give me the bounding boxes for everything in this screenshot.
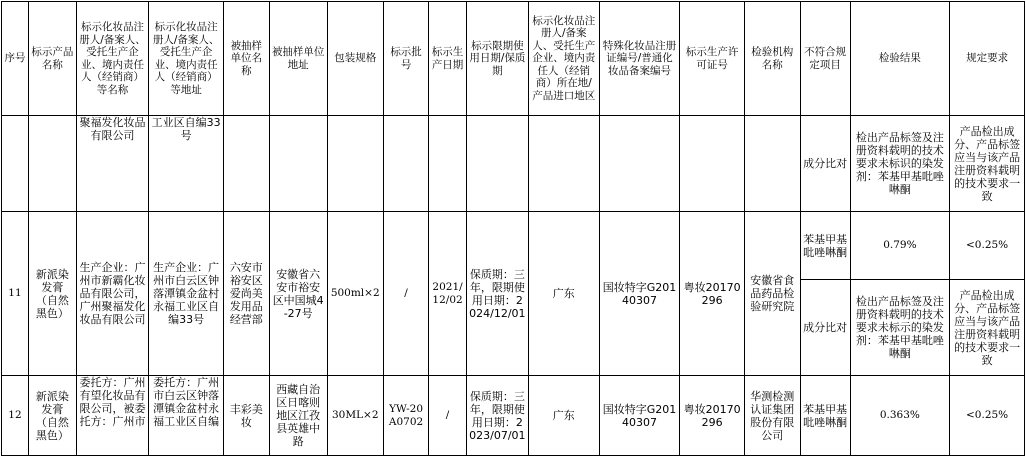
production-date-cell: / bbox=[429, 376, 466, 456]
requirement-cell: <0.25% bbox=[950, 212, 1025, 280]
spec-cell: 30ML×2 bbox=[327, 376, 383, 456]
sampled-address-cell: 安徽省六安市裕安区中国城4-27号 bbox=[269, 212, 327, 376]
header-cell: 标示化妆品注册人/备案人、受托生产企业、境内责任人（经销商）所在地/产品进口地区 bbox=[528, 2, 599, 116]
header-cell: 不符合规定项目 bbox=[800, 2, 850, 116]
inspection-results-table bbox=[1, 1, 1025, 456]
header-cell: 标示化妆品注册人/备案人、受托生产企业、境内责任人（经销商）等地址 bbox=[149, 2, 224, 116]
expiry-cell: 保质期：三年，限期使用日期：2023/07/01 bbox=[466, 376, 528, 456]
header-cell: 特殊化妆品注册证编号/普通化妆品备案编号 bbox=[599, 2, 680, 116]
row-no-cell: 12 bbox=[2, 376, 29, 456]
table-row-12 bbox=[2, 376, 1025, 456]
company-address-cell: 生产企业：广州市白云区钟落潭镇金盆村永福工业区自编33号 bbox=[149, 212, 224, 376]
header-cell: 标示生产许可证号 bbox=[680, 2, 744, 116]
batch-cell: YW-20A0702 bbox=[383, 376, 429, 456]
batch-cell: / bbox=[383, 212, 429, 376]
failed-item-cell: 苯基甲基吡唑啉酮 bbox=[800, 376, 850, 456]
license-cell: 粤妆20170296 bbox=[680, 376, 744, 456]
batch-cell bbox=[383, 116, 429, 212]
result-cell: 0.79% bbox=[850, 212, 950, 280]
result-cell: 0.363% bbox=[850, 376, 950, 456]
company-name-cell: 生产企业：广州市新霸化妆品有限公司，广州聚福发化妆品有限公司 bbox=[76, 212, 149, 376]
row-no-cell bbox=[2, 116, 29, 212]
requirement-cell: <0.25% bbox=[950, 376, 1025, 456]
region-cell: 广东 bbox=[528, 376, 599, 456]
company-address-cell: 委托方：广州市白云区钟落潭镇金盆村永福工业区自编 bbox=[149, 376, 224, 456]
header-cell: 检验机构名称 bbox=[744, 2, 800, 116]
row-no-cell: 11 bbox=[2, 212, 29, 376]
header-cell: 标示限期使用日期/保质期 bbox=[466, 2, 528, 116]
institution-cell: 华测检测认证集团股份有限公司 bbox=[744, 376, 800, 456]
company-name-cell: 聚福发化妆品有限公司 bbox=[76, 116, 149, 212]
license-cell: 粤妆20170296 bbox=[680, 212, 744, 376]
spec-cell bbox=[327, 116, 383, 212]
expiry-cell: 保质期：三年，限期使用日期：2024/12/01 bbox=[466, 212, 528, 376]
header-cell: 标示批号 bbox=[383, 2, 429, 116]
sampled-unit-cell: 六安市裕安区爱尚美发用品经营部 bbox=[224, 212, 270, 376]
registration-no-cell bbox=[599, 116, 680, 212]
sampled-address-cell: 西藏自治区日喀则地区江孜县英雄中路 bbox=[269, 376, 327, 456]
failed-item-cell: 成分比对 bbox=[800, 116, 850, 212]
result-cell: 检出产品标签及注册资料载明的技术要求未标识的染发剂：苯基甲基吡唑啉酮 bbox=[850, 116, 950, 212]
header-cell: 检验结果 bbox=[850, 2, 950, 116]
header-cell: 标示生产日期 bbox=[429, 2, 466, 116]
registration-no-cell: 国妆特字G20140307 bbox=[599, 212, 680, 376]
header-cell: 标示化妆品注册人/备案人、受托生产企业、境内责任人（经销商）等名称 bbox=[76, 2, 149, 116]
license-cell bbox=[680, 116, 744, 212]
requirement-cell: 产品检出成分、产品标签应当与该产品注册资料载明的技术要求一致 bbox=[950, 116, 1025, 212]
production-date-cell: 2021/12/02 bbox=[429, 212, 466, 376]
failed-item-cell: 成分比对 bbox=[800, 280, 850, 376]
company-name-cell: 委托方：广州有望化妆品有限公司，被委托方：广州市 bbox=[76, 376, 149, 456]
expiry-cell bbox=[466, 116, 528, 212]
institution-cell: 安徽省食品药品检验研究院 bbox=[744, 212, 800, 376]
failed-item-cell: 苯基甲基吡唑啉酮 bbox=[800, 212, 850, 280]
registration-no-cell: 国妆特字G20140307 bbox=[599, 376, 680, 456]
header-cell: 序号 bbox=[2, 2, 29, 116]
table-row-continued bbox=[2, 116, 1025, 212]
production-date-cell bbox=[429, 116, 466, 212]
sampled-unit-cell: 丰彩美妆 bbox=[224, 376, 270, 456]
header-cell: 规定要求 bbox=[950, 2, 1025, 116]
header-row bbox=[2, 2, 1025, 116]
sampled-unit-cell bbox=[224, 116, 270, 212]
sampled-address-cell bbox=[269, 116, 327, 212]
region-cell: 广东 bbox=[528, 212, 599, 376]
product-name-cell bbox=[28, 116, 76, 212]
header-cell: 被抽样单位地址 bbox=[269, 2, 327, 116]
product-name-cell: 新派染发膏（自然黑色） bbox=[28, 376, 76, 456]
header-cell: 包装规格 bbox=[327, 2, 383, 116]
spec-cell: 500ml×2 bbox=[327, 212, 383, 376]
header-cell: 被抽样单位名称 bbox=[224, 2, 270, 116]
product-name-cell: 新派染发膏（自然黑色） bbox=[28, 212, 76, 376]
header-cell: 标示产品名称 bbox=[28, 2, 76, 116]
table-row-11 bbox=[2, 212, 1025, 280]
requirement-cell: 产品检出成分、产品标签应当与该产品注册资料载明的技术要求一致 bbox=[950, 280, 1025, 376]
institution-cell bbox=[744, 116, 800, 212]
region-cell bbox=[528, 116, 599, 212]
result-cell: 检出产品标签及注册资料载明的技术要求未标示的染发剂：苯基甲基吡唑啉酮 bbox=[850, 280, 950, 376]
company-address-cell: 工业区自编33号 bbox=[149, 116, 224, 212]
